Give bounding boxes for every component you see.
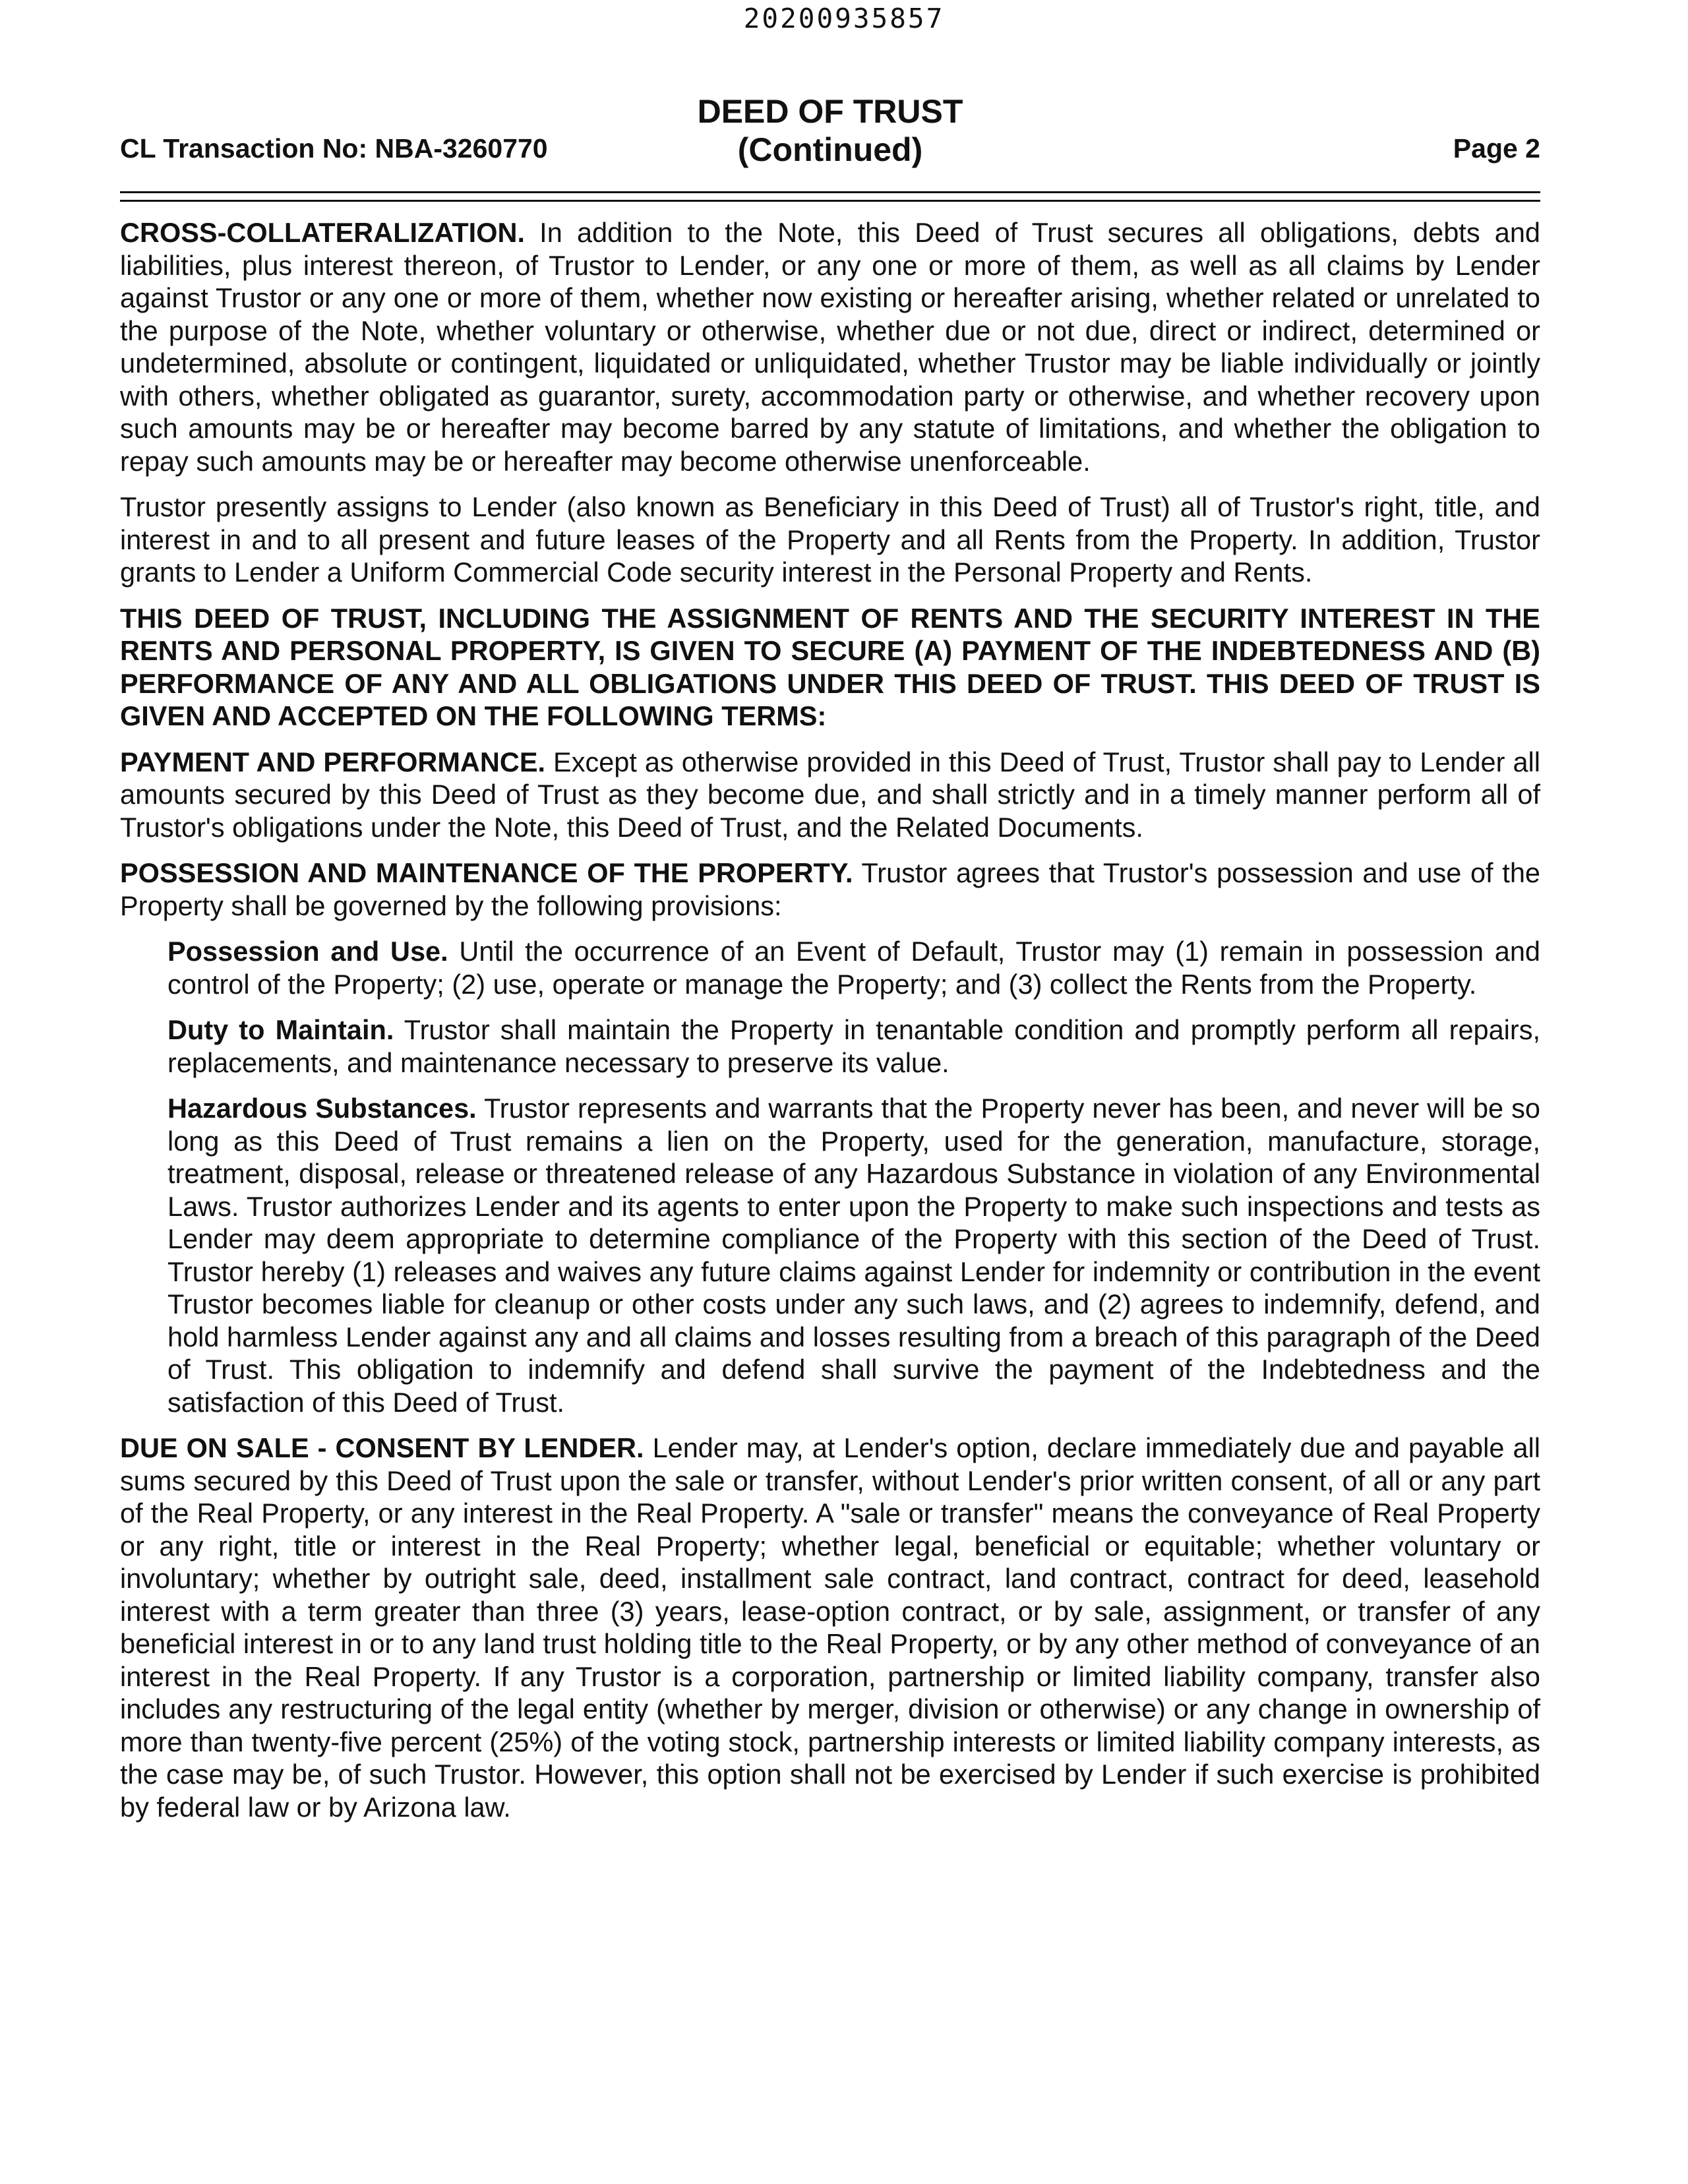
document-body (120, 216, 1540, 1836)
paragraph-text: THIS DEED OF TRUST, INCLUDING THE ASSIGNMENT OF RENTS AND THE SECURITY INTEREST IN THE RENTS AND PERSONAL PROPERTY, IS GIVEN TO SECURE (A) PAYMENT OF THE INDEBTEDNESS AND (B) PERFORMANCE OF ANY AND ALL OBLIGATIONS UNDER THIS DEED OF TRUST. THIS DEED OF TRUST IS GIVEN AND ACCEPTED ON THE FOLLOWING TERMS: (120, 602, 1540, 731)
page-number: Page 2 (1453, 133, 1540, 164)
paragraph-heading: DUE ON SALE - CONSENT BY LENDER. (120, 1432, 644, 1463)
paragraph-assignment (120, 491, 1540, 589)
paragraph-heading: Possession and Use. (167, 936, 448, 967)
paragraph-payment-performance (120, 746, 1540, 844)
header-divider-top (120, 191, 1540, 193)
paragraph-text: Trustor presently assigns to Lender (also known as Beneficiary in this Deed of Trust) all of Trustor's right, title, and interest in and to all present and future leases of the Property and all Rents from the Property. In addition, Trustor grants to Lender a Uniform Commercial Code security interest in the Personal Property and Rents. (120, 491, 1540, 588)
paragraph-text: Trustor agrees that Trustor's possession and use of the Property shall be governed by the following provisions: (120, 857, 1540, 921)
header-divider-bottom (120, 200, 1540, 202)
paragraph-possession-maintenance (120, 857, 1540, 922)
transaction-number: CL Transaction No: NBA-3260770 (120, 133, 548, 164)
document-title (120, 92, 1540, 169)
paragraph-text: Lender may, at Lender's option, declare immediately due and payable all sums secured by this Deed of Trust upon the sale or transfer, without Lender's prior written consent, of all or any part of the Real Property, or any interest in the Real Property. A "sale or transfer" means the conveyance of Real Property or any right, title or interest in the Real Property; whether legal, beneficial or equitable; whether voluntary or involuntary; whether by outright sale, deed, installment sale contract, land contract, contract for deed, leasehold interest with a term greater than three (3) years, lease-option contract, or by sale, assignment, or transfer of any beneficial interest in or to any land trust holding title to the Real Property, or by any other method of conveyance of an interest in the Real Property. If any Trustor is a corporation, partnership or limited liability company, transfer also includes any restructuring of the legal entity (whether by merger, division or otherwise) or any change in ownership of more than twenty-five percent (25%) of the voting stock, partnership interests or limited liability company interests, as the case may be, of such Trustor. However, this option shall not be exercised by Lender if such exercise is prohibited by federal law or by Arizona law. (120, 1432, 1540, 1823)
paragraph-text: Except as otherwise provided in this Deed of Trust, Trustor shall pay to Lender all amounts secured by this Deed of Trust as they become due, and shall strictly and in a timely manner perform all of Trustor's obligations under the Note, this Deed of Trust, and the Related Documents. (120, 746, 1540, 843)
paragraph-heading: POSSESSION AND MAINTENANCE OF THE PROPERTY. (120, 857, 853, 888)
paragraph-due-on-sale (120, 1432, 1540, 1823)
paragraph-text: In addition to the Note, this Deed of Trust secures all obligations, debts and liabilities, plus interest thereon, of Trustor to Lender, or any one or more of them, as well as all claims by Lender against Trustor or any one or more of them, whether now existing or hereafter arising, whether related or unrelated to the purpose of the Note, whether voluntary or otherwise, whether due or not due, direct or indirect, determined or undetermined, absolute or contingent, liquidated or unliquidated, whether Trustor may be liable individually or jointly with others, whether obligated as guarantor, surety, accommodation party or otherwise, and whether recovery upon such amounts may be or hereafter may become barred by any statute of limitations, and whether the obligation to repay such amounts may be or hereafter may become otherwise unenforceable. (120, 217, 1540, 477)
paragraph-heading: CROSS-COLLATERALIZATION. (120, 217, 525, 248)
paragraph-caps-statement (120, 602, 1540, 733)
recording-number: 20200935857 (743, 3, 945, 34)
page-header (120, 92, 1540, 171)
title-line: DEED OF TRUST (697, 93, 963, 130)
title-subline: (Continued) (737, 131, 923, 168)
paragraph-text: Trustor represents and warrants that the Property never has been, and never will be so long as this Deed of Trust remains a lien on the Property, used for the generation, manufacture, storage, treatment, disposal, release or threatened release of any Hazardous Substance in violation of any Environmental Laws. Trustor authorizes Lender and its agents to enter upon the Property to make such inspections and tests as Lender may deem appropriate to determine compliance of the Property with this section of the Deed of Trust. Trustor hereby (1) releases and waives any future claims against Lender for indemnity or contribution in the event Trustor becomes liable for cleanup or other costs under any such laws, and (2) agrees to indemnify, defend, and hold harmless Lender against any and all claims and losses resulting from a breach of this paragraph of the Deed of Trust. This obligation to indemnify and defend shall survive the payment of the Indebtedness and the satisfaction of this Deed of Trust. (167, 1093, 1541, 1418)
paragraph-heading: Hazardous Substances. (167, 1093, 477, 1124)
paragraph-heading: Duty to Maintain. (167, 1014, 394, 1045)
paragraph-hazardous-substances (167, 1092, 1540, 1418)
paragraph-possession-use (167, 935, 1540, 1000)
paragraph-cross-collateralization (120, 216, 1540, 477)
paragraph-text: Until the occurrence of an Event of Default, Trustor may (1) remain in possession and control of the Property; (2) use, operate or manage the Property; and (3) collect the Rents from the Property. (167, 936, 1541, 1000)
paragraph-duty-to-maintain (167, 1014, 1540, 1079)
paragraph-text: Trustor shall maintain the Property in tenantable condition and promptly perform all repairs, replacements, and maintenance necessary to preserve its value. (167, 1014, 1540, 1078)
paragraph-heading: PAYMENT AND PERFORMANCE. (120, 746, 546, 777)
